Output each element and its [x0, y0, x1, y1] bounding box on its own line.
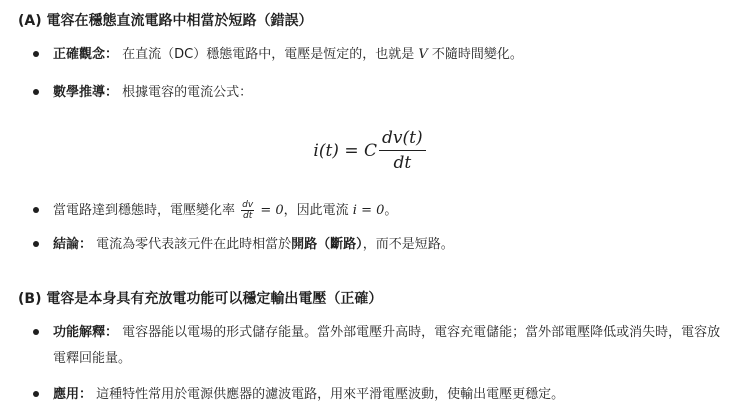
steady-denominator: dt: [243, 211, 253, 221]
function-text: 電容器能以電場的形式儲存能量。當外部電壓升高時，電容充電儲能；當外部電壓降低或消失時，電容放電釋回能量。: [53, 325, 721, 366]
bullet-icon: [33, 89, 39, 95]
math-label: 數學推導：: [53, 85, 119, 100]
formula-lhs: i(t) = C: [313, 140, 377, 161]
bullet-icon: [33, 391, 39, 397]
steady-current: i = 0: [352, 203, 385, 218]
capacitor-current-formula: [0, 128, 741, 173]
function-label: 功能解釋：: [53, 325, 119, 340]
section-a-heading: (A) 電容在穩態直流電路中相當於短路（錯誤）: [18, 13, 313, 29]
conclusion-text-1: 電流為零代表該元件在此時相當於: [96, 237, 292, 252]
bullet-icon: [33, 207, 39, 213]
steady-text-2: ，因此電流: [283, 203, 349, 218]
conclusion-bold: 開路（斷路）: [291, 237, 363, 252]
steady-fraction: [241, 200, 254, 221]
steady-text-3: 。: [384, 203, 398, 218]
conclusion-label: 結論：: [53, 237, 93, 252]
application-text: 這種特性常用於電源供應器的濾波電路，用來平滑電壓波動，使輸出電壓更穩定。: [96, 387, 565, 402]
steady-text-1: 當電路達到穩態時，電壓變化率: [53, 203, 236, 218]
concept-text-1: 在直流（DC）穩態電路中，電壓是恆定的，也就是: [122, 47, 415, 62]
concept-label: 正確觀念：: [53, 47, 119, 62]
steady-equation: = 0: [260, 203, 284, 218]
bullet-icon: [33, 329, 39, 335]
application-label: 應用：: [53, 387, 93, 402]
section-b-heading: (B) 電容是本身具有充放電功能可以穩定輸出電壓（正確）: [18, 291, 383, 307]
bullet-icon: [33, 51, 39, 57]
math-text: 根據電容的電流公式：: [122, 85, 253, 100]
bullet-icon: [33, 241, 39, 247]
formula-fraction: [379, 128, 426, 173]
concept-var: V: [418, 47, 428, 62]
steady-numerator: dv: [242, 200, 254, 210]
formula-denominator: dt: [393, 153, 412, 173]
conclusion-text-2: ，而不是短路。: [362, 237, 454, 252]
concept-text-2: 不隨時間變化。: [431, 47, 523, 62]
formula-numerator: dv(t): [379, 128, 426, 151]
